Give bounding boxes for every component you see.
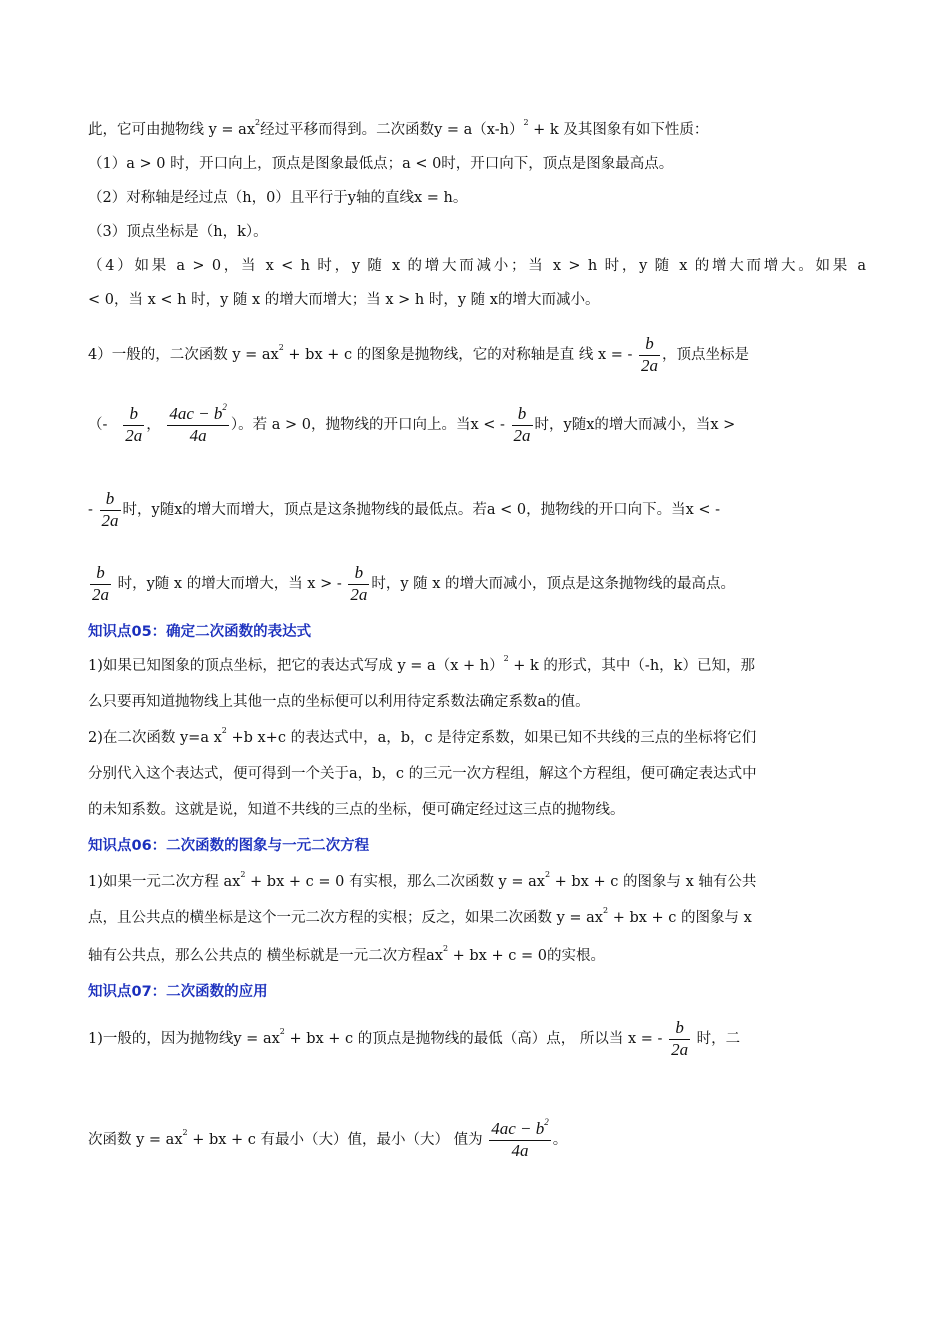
k6-line-2: 点，且公共点的横坐标是这个一元二次方程的实根；反之，如果二次函数 $y = ax^2$ + bx + c 的图象与 x — [88, 906, 752, 926]
general-line-2: （- $\frac{b}{2a}$ ， $\frac{4ac - b^2}{4a}$ ）。若 a > 0，抛物线的开口向上。当x < - $\frac{b}{2a}$ 时，y随x的增大而减小，当x > — [88, 402, 736, 445]
property-4-line-1: （4）如果 a > 0，当 x < h 时，y 随 x 的增大而减小；当 x > h 时，y 随 x 的增大而增大。如果 a — [88, 258, 866, 274]
k5-line-2: 么只要再知道抛物线上其他一点的坐标便可以利用待定系数法确定系数a的值。 — [88, 694, 590, 710]
property-2: （2）对称轴是经过点（h，0）且平行于y轴的直线x = h。 — [88, 190, 468, 206]
fraction-b-over-2a: $\frac{b}{2a}$ — [125, 404, 143, 445]
heading-knowledge-05: 知识点05：确定二次函数的表达式 — [88, 624, 312, 640]
fraction-b-over-2a: $\frac{b}{2a}$ — [513, 404, 531, 445]
k5-line-4: 分别代入这个表达式，便可得到一个关于a，b，c 的三元一次方程组，解这个方程组，便可确定表达式中 — [88, 766, 757, 782]
fraction-b-over-2a: $\frac{b}{2a}$ — [671, 1018, 689, 1059]
k5-line-5: 的未知系数。这就是说，知道不共线的三点的坐标，便可确定经过这三点的抛物线。 — [88, 802, 625, 818]
heading-knowledge-07: 知识点07：二次函数的应用 — [88, 984, 268, 1000]
fraction-b-over-2a: $\frac{b}{2a}$ — [641, 334, 659, 375]
property-4-line-2: < 0，当 x < h 时，y 随 x 的增大而增大；当 x > h 时，y 随 x的增大而减小。 — [88, 292, 600, 308]
heading-knowledge-06: 知识点06：二次函数的图象与一元二次方程 — [88, 838, 370, 854]
k6-line-3: 轴有公共点，那么公共点的 横坐标就是一元二次方程$ax^2$ + bx + c = 0的实根。 — [88, 944, 605, 964]
k7-line-1: 1)一般的，因为抛物线$y = ax^2$ + bx + c 的顶点是抛物线的最低（高）点， 所以当 x = - $\frac{b}{2a}$ 时，二 — [88, 1018, 741, 1059]
property-1: （1）a > 0 时，开口向上，顶点是图象最低点；a < 0时，开口向下，顶点是图象最高点。 — [88, 156, 674, 172]
fraction-extreme-value: $\frac{4ac - b^2}{4a}$ — [491, 1117, 549, 1160]
fraction-b-over-2a: $\frac{b}{2a}$ — [350, 563, 368, 604]
property-3: （3）顶点坐标是（h，k）。 — [88, 224, 268, 240]
intro-line: 此，它可由抛物线 $y = ax^2$经过平移而得到。二次函数$y = a(x-h)^2 + k$ 及其图象有如下性质： — [88, 118, 709, 138]
fraction-b-over-2a: $\frac{b}{2a}$ — [101, 489, 119, 530]
general-line-1: 4）一般的，二次函数 $y = ax^2$ + bx + c 的图象是抛物线，它的对称轴是直 线 x = - $\frac{b}{2a}$ ，顶点坐标是 — [88, 334, 750, 375]
k5-line-3: 2)在二次函数 y=a $x^2 +b$ x+c 的表达式中，a，b，c 是待定系数，如果已知不共线的三点的坐标将它们 — [88, 726, 757, 746]
k7-line-2: 次函数 $y = ax^2$ + bx + c 有最小（大）值，最小（大） 值为 $\frac{4ac - b^2}{4a}$ 。 — [88, 1117, 568, 1160]
fraction-b-over-2a: $\frac{b}{2a}$ — [92, 563, 109, 604]
general-line-3: - $\frac{b}{2a}$ 时，y随x的增大而增大，顶点是这条抛物线的最低点。若a < 0，抛物线的开口向下。当x < - — [88, 489, 721, 530]
general-line-4: $\frac{b}{2a}$ 时，y随 x 的增大而增大，当 x > - $\frac{b}{2a}$ 时，y 随 x 的增大而减小，顶点是这条抛物线的最高点。 — [92, 563, 736, 604]
k5-line-1: 1)如果已知图象的顶点坐标，把它的表达式写成 $y = a(x + h)^2 + k$ 的形式，其中（-h，k）已知，那 — [88, 654, 755, 674]
fraction-vertex-y: $\frac{4ac - b^2}{4a}$ — [169, 402, 227, 445]
k6-line-1: 1)如果一元二次方程 $ax^2$ + bx + c = 0 有实根，那么二次函数 $y = ax^2$ + bx + c 的图象与 x 轴有公共 — [88, 870, 757, 890]
